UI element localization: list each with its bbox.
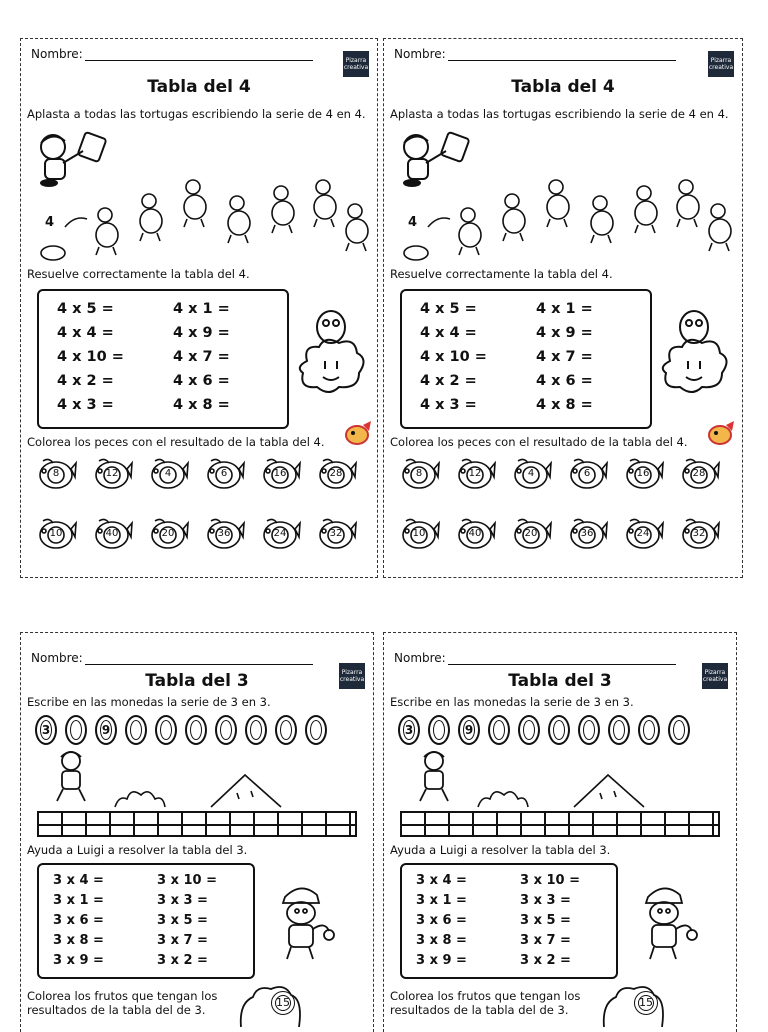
luigi-icon (634, 881, 698, 965)
table-row[interactable]: 3 x 2 = (157, 953, 208, 968)
fish-number: 16 (636, 468, 650, 479)
table-row[interactable]: 3 x 1 = (416, 893, 467, 908)
fish-item[interactable] (510, 517, 552, 553)
table-row[interactable]: 3 x 2 = (520, 953, 571, 968)
name-row (31, 47, 327, 61)
fish-number: 6 (583, 468, 591, 479)
fish-number: 40 (468, 528, 482, 539)
fish-item[interactable] (566, 517, 608, 553)
coin-item[interactable] (548, 715, 570, 745)
mario-jumping-icon (412, 749, 456, 809)
fish-number: 32 (329, 528, 343, 539)
table-row[interactable]: 3 x 3 = (520, 893, 571, 908)
worksheet-tabla-4-left (20, 38, 378, 578)
worksheet-tabla-3-right (383, 632, 737, 1032)
coin-item[interactable] (215, 715, 237, 745)
turtles-row-icon (35, 175, 371, 267)
fish-item[interactable] (203, 517, 245, 553)
coin-item[interactable] (518, 715, 540, 745)
fish-number: 24 (273, 528, 287, 539)
fish-item[interactable] (510, 457, 552, 493)
fish-item[interactable] (566, 457, 608, 493)
worksheet-tabla-3-left (20, 632, 374, 1032)
coin-item[interactable] (275, 715, 297, 745)
coin-item[interactable] (578, 715, 600, 745)
table-row[interactable]: 4 x 8 = (536, 397, 593, 413)
table-row[interactable]: 3 x 4 = (416, 873, 467, 888)
fish-number: 20 (161, 528, 175, 539)
luigi-icon (271, 881, 335, 965)
fish-item[interactable] (398, 517, 440, 553)
table-row[interactable]: 3 x 10 = (520, 873, 580, 888)
page-title: Tabla del 4 (511, 77, 615, 97)
table-row[interactable]: 4 x 5 = (57, 301, 114, 317)
coin-row (398, 715, 690, 745)
bushes-hills-icon (474, 769, 674, 809)
fish-item[interactable] (35, 457, 77, 493)
series-start-number: 4 (45, 215, 55, 230)
multiplication-table (37, 863, 255, 979)
instruction-turtles: Aplasta a todas las tortugas escribiendo la serie de 4 en 4. (390, 107, 729, 121)
logo-text: Pizarra creativa (702, 669, 728, 683)
instruction-fruits-1: Colorea los frutos que tengan los (390, 989, 581, 1003)
name-line[interactable] (85, 652, 313, 665)
table-row[interactable]: 3 x 7 = (520, 933, 571, 948)
multiplication-table (400, 289, 652, 429)
table-row[interactable]: 4 x 3 = (57, 397, 114, 413)
logo (343, 51, 369, 77)
fish-number: 36 (217, 528, 231, 539)
fish-number: 10 (49, 528, 63, 539)
logo-text: Pizarra creativa (708, 57, 734, 71)
table-row[interactable]: 3 x 4 = (53, 873, 104, 888)
coin-item[interactable] (95, 715, 117, 745)
fish-item[interactable] (315, 517, 357, 553)
name-label: Nombre: (394, 651, 446, 665)
name-line[interactable] (448, 48, 676, 61)
table-row[interactable]: 4 x 4 = (57, 325, 114, 341)
fish-item[interactable] (259, 457, 301, 493)
instruction-fruits-2: resultados de la tabla del de 3. (390, 1003, 569, 1017)
table-row[interactable]: 3 x 3 = (157, 893, 208, 908)
table-row[interactable]: 4 x 6 = (536, 373, 593, 389)
table-row[interactable]: 3 x 8 = (53, 933, 104, 948)
fish-number: 12 (468, 468, 482, 479)
coin-row (35, 715, 327, 745)
table-row[interactable]: 4 x 2 = (57, 373, 114, 389)
fish-item[interactable] (147, 517, 189, 553)
instruction-turtles: Aplasta a todas las tortugas escribiendo la serie de 4 en 4. (27, 107, 366, 121)
table-row[interactable]: 3 x 10 = (157, 873, 217, 888)
name-line[interactable] (448, 652, 676, 665)
fish-item[interactable] (315, 457, 357, 493)
multiplication-table (400, 863, 618, 979)
table-row[interactable]: 3 x 5 = (520, 913, 571, 928)
table-row[interactable]: 4 x 9 = (173, 325, 230, 341)
instruction-luigi: Ayuda a Luigi a resolver la tabla del 3. (390, 843, 611, 857)
fish-item[interactable] (91, 517, 133, 553)
coin-item[interactable] (125, 715, 147, 745)
instruction-coins: Escribe en las monedas la serie de 3 en 3. (390, 695, 634, 709)
fish-item[interactable] (91, 457, 133, 493)
fish-number: 24 (636, 528, 650, 539)
coin-item[interactable] (458, 715, 480, 745)
table-row[interactable]: 3 x 8 = (416, 933, 467, 948)
name-row (31, 651, 323, 665)
coin-item[interactable] (305, 715, 327, 745)
coin-item[interactable] (668, 715, 690, 745)
coin-item[interactable] (638, 715, 660, 745)
instruction-fruits-1: Colorea los frutos que tengan los (27, 989, 218, 1003)
fish-number: 6 (220, 468, 228, 479)
table-row[interactable]: 4 x 7 = (173, 349, 230, 365)
table-row[interactable]: 3 x 6 = (53, 913, 104, 928)
table-row[interactable]: 4 x 10 = (420, 349, 487, 365)
table-row[interactable]: 4 x 4 = (420, 325, 477, 341)
fish-item[interactable] (678, 517, 720, 553)
mario-jumping-icon (49, 749, 93, 809)
multiplication-table (37, 289, 289, 429)
coin-number: 9 (101, 723, 111, 737)
fish-number: 10 (412, 528, 426, 539)
coin-item[interactable] (185, 715, 207, 745)
fish-number: 32 (692, 528, 706, 539)
fish-row-1 (35, 457, 357, 493)
coin-item[interactable] (245, 715, 267, 745)
logo-text: Pizarra creativa (343, 57, 369, 71)
brick-floor (37, 811, 357, 837)
logo (708, 51, 734, 77)
instruction-table: Resuelve correctamente la tabla del 4. (27, 267, 250, 281)
cheep-cheep-icon (706, 419, 736, 447)
coin-item[interactable] (428, 715, 450, 745)
name-row (394, 651, 686, 665)
name-label: Nombre: (31, 651, 83, 665)
table-row[interactable]: 4 x 1 = (536, 301, 593, 317)
fish-item[interactable] (259, 517, 301, 553)
instruction-fruits-2: resultados de la tabla del de 3. (27, 1003, 206, 1017)
fish-number: 12 (105, 468, 119, 479)
fish-item[interactable] (203, 457, 245, 493)
coin-item[interactable] (398, 715, 420, 745)
fish-item[interactable] (454, 457, 496, 493)
table-row[interactable]: 4 x 6 = (173, 373, 230, 389)
fruit-number: 15 (639, 996, 653, 1009)
fish-number: 28 (329, 468, 343, 479)
table-row[interactable]: 3 x 7 = (157, 933, 208, 948)
series-start-number: 4 (408, 215, 418, 230)
instruction-fish: Colorea los peces con el resultado de la tabla del 4. (390, 435, 688, 449)
table-row[interactable]: 3 x 1 = (53, 893, 104, 908)
table-row[interactable]: 4 x 1 = (173, 301, 230, 317)
instruction-luigi: Ayuda a Luigi a resolver la tabla del 3. (27, 843, 248, 857)
table-row[interactable]: 4 x 5 = (420, 301, 477, 317)
coin-item[interactable] (608, 715, 630, 745)
fish-item[interactable] (622, 457, 664, 493)
turtles-row-icon (398, 175, 734, 267)
table-row[interactable]: 3 x 6 = (416, 913, 467, 928)
fish-number: 8 (52, 468, 60, 479)
fruit-item[interactable] (634, 991, 658, 1015)
page-title: Tabla del 3 (145, 671, 249, 691)
coin-item[interactable] (35, 715, 57, 745)
fish-item[interactable] (35, 517, 77, 553)
table-row[interactable]: 4 x 9 = (536, 325, 593, 341)
lakitu-cloud-icon (293, 301, 373, 401)
fish-item[interactable] (622, 517, 664, 553)
cheep-cheep-icon (343, 419, 373, 447)
name-row (394, 47, 692, 61)
coin-item[interactable] (65, 715, 87, 745)
fish-item[interactable] (398, 457, 440, 493)
fish-number: 16 (273, 468, 287, 479)
coin-number: 3 (404, 723, 414, 737)
table-row[interactable]: 3 x 9 = (53, 953, 104, 968)
fish-item[interactable] (454, 517, 496, 553)
coin-item[interactable] (488, 715, 510, 745)
table-row[interactable]: 4 x 2 = (420, 373, 477, 389)
fish-row-2 (398, 517, 720, 553)
fish-number: 36 (580, 528, 594, 539)
coin-number: 9 (464, 723, 474, 737)
worksheet-tabla-4-right (383, 38, 743, 578)
table-row[interactable]: 4 x 3 = (420, 397, 477, 413)
fish-number: 28 (692, 468, 706, 479)
fish-number: 4 (164, 468, 172, 479)
brick-floor (400, 811, 720, 837)
bushes-hills-icon (111, 769, 311, 809)
page-title: Tabla del 3 (508, 671, 612, 691)
lakitu-cloud-icon (656, 301, 736, 401)
fruit-number: 15 (276, 996, 290, 1009)
logo-text: Pizarra creativa (339, 669, 365, 683)
coin-item[interactable] (155, 715, 177, 745)
fish-number: 40 (105, 528, 119, 539)
fish-row-2 (35, 517, 357, 553)
instruction-fish: Colorea los peces con el resultado de la tabla del 4. (27, 435, 325, 449)
coin-number: 3 (41, 723, 51, 737)
table-row[interactable]: 3 x 5 = (157, 913, 208, 928)
table-row[interactable]: 4 x 10 = (57, 349, 124, 365)
fish-number: 4 (527, 468, 535, 479)
name-line[interactable] (85, 48, 313, 61)
name-label: Nombre: (31, 47, 83, 61)
table-row[interactable]: 4 x 8 = (173, 397, 230, 413)
fish-number: 8 (415, 468, 423, 479)
fish-item[interactable] (678, 457, 720, 493)
table-row[interactable]: 4 x 7 = (536, 349, 593, 365)
page-title: Tabla del 4 (147, 77, 251, 97)
fish-item[interactable] (147, 457, 189, 493)
fish-row-1 (398, 457, 720, 493)
name-label: Nombre: (394, 47, 446, 61)
fruit-item[interactable] (271, 991, 295, 1015)
table-row[interactable]: 3 x 9 = (416, 953, 467, 968)
instruction-table: Resuelve correctamente la tabla del 4. (390, 267, 613, 281)
fish-number: 20 (524, 528, 538, 539)
instruction-coins: Escribe en las monedas la serie de 3 en 3. (27, 695, 271, 709)
